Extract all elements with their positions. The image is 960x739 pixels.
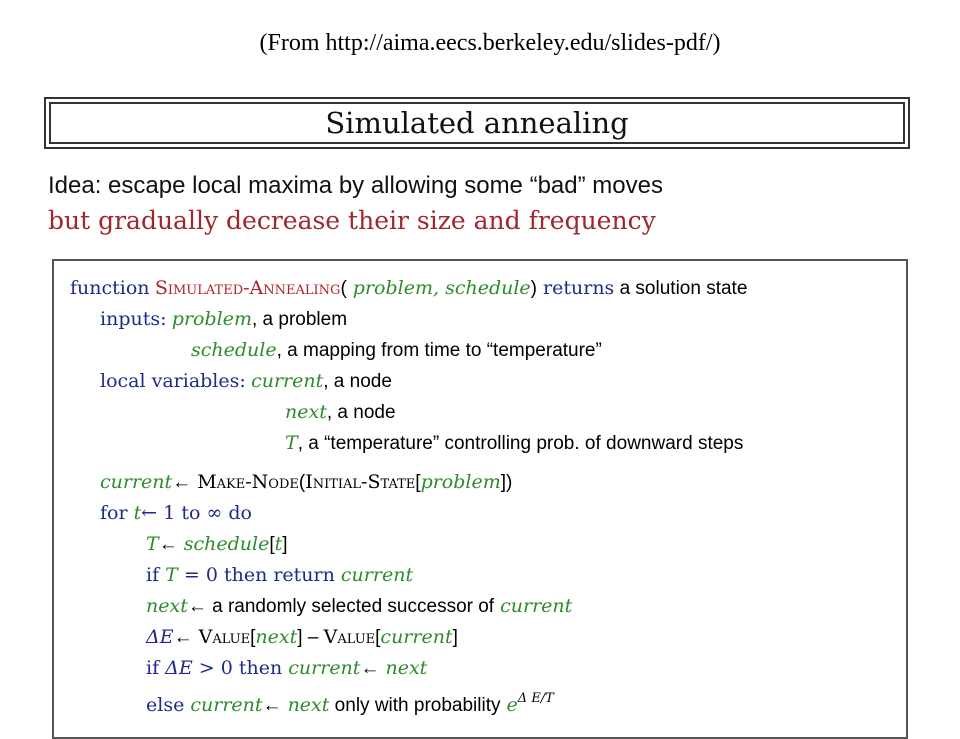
arguments: problem, schedule: [346, 277, 531, 299]
idea-line-1: Idea: escape local maxima by allowing some “bad” moves: [48, 172, 663, 199]
keyword: = 0 then return: [177, 564, 335, 586]
variable: next: [255, 626, 298, 648]
text: , a node: [323, 371, 392, 392]
algo-line-else: [146, 686, 554, 719]
arrow: ←: [172, 472, 192, 493]
bracket: [: [415, 472, 421, 493]
keyword: > 0 then: [192, 657, 283, 679]
keyword: if: [146, 564, 160, 586]
paren: ): [530, 278, 537, 299]
variable: schedule: [191, 339, 277, 361]
function-call: Initial-State: [305, 471, 416, 493]
variable: current: [380, 626, 453, 648]
bracket: [: [269, 534, 275, 555]
algo-line-inputs: [100, 306, 347, 333]
algo-line-if-return: [146, 562, 413, 589]
text: a solution state: [614, 278, 748, 299]
keyword: for: [100, 502, 128, 524]
bracket: [: [375, 627, 381, 648]
exponential-base: e: [500, 694, 518, 716]
text: , a node: [326, 402, 396, 423]
variable: current: [334, 564, 414, 586]
text: , a mapping from time to “temperature”: [276, 340, 602, 361]
text: a randomly selected successor of: [206, 596, 495, 617]
variable: t: [274, 533, 283, 555]
keyword: function: [70, 277, 150, 299]
algo-line-function: [70, 275, 747, 302]
variable: current: [282, 657, 361, 679]
algo-line-schedule: [191, 337, 602, 364]
arrow: ←: [173, 627, 193, 648]
variable: problem: [171, 308, 252, 330]
variable: T: [159, 564, 178, 586]
variable: ΔE: [159, 657, 193, 679]
keyword: inputs:: [100, 308, 167, 330]
variable: next: [146, 595, 188, 617]
keyword: local variables:: [100, 370, 246, 392]
arrow: ←: [158, 534, 178, 555]
variable: current: [494, 595, 573, 617]
variable: T: [146, 533, 159, 555]
algorithm-box: [52, 259, 908, 739]
function-call: Value: [192, 626, 251, 648]
algo-line-local-variables: [100, 368, 392, 395]
algo-line-assign-t: [146, 531, 288, 558]
text: , a problem: [251, 309, 348, 330]
variable: ΔE: [146, 626, 174, 648]
algo-line-delta-e: [146, 624, 458, 651]
variable: next: [281, 694, 330, 716]
variable: next: [379, 657, 428, 679]
algo-line-successor: [146, 593, 572, 620]
idea-line-2: but gradually decrease their size and frequency: [48, 206, 656, 235]
slide-title: Simulated annealing: [49, 102, 905, 144]
bracket: ]: [452, 627, 458, 648]
variable: current: [184, 694, 263, 716]
keyword: returns: [537, 277, 615, 299]
arrow: ←: [360, 658, 380, 679]
variable: t: [127, 502, 142, 524]
variable: schedule: [177, 533, 270, 555]
text: , a “temperature” controlling prob. of downward steps: [297, 433, 744, 454]
variable: problem: [420, 471, 501, 493]
algo-line-temperature: [285, 430, 743, 457]
function-call: Make-Node: [191, 471, 299, 493]
paren: (: [340, 278, 347, 299]
variable: next: [285, 401, 327, 423]
bracket: ]: [282, 534, 288, 555]
function-name: Simulated-Annealing: [154, 277, 341, 299]
variable: current: [251, 370, 324, 392]
algo-line-if-delta: [146, 655, 427, 682]
algo-line-next: [285, 399, 396, 426]
source-caption: (From http://aima.eecs.berkeley.edu/slides-pdf/): [259, 30, 721, 56]
algo-line-make-node: [100, 469, 512, 496]
variable: current: [100, 471, 173, 493]
bracket: ] –: [297, 627, 324, 648]
keyword: else: [146, 694, 185, 716]
arrow: ←: [262, 695, 282, 716]
variable: T: [285, 432, 298, 454]
keyword: ← 1 to ∞ do: [141, 502, 252, 524]
arrow: ←: [187, 596, 207, 617]
exponent: Δ E/T: [517, 691, 554, 706]
title-frame: [44, 97, 910, 149]
algo-line-for: [100, 500, 252, 527]
keyword: if: [146, 657, 160, 679]
bracket: ]): [500, 472, 513, 493]
function-call: Value: [323, 626, 376, 648]
text: only with probability: [329, 695, 501, 716]
bracket: [: [250, 627, 256, 648]
paren: (: [298, 472, 306, 493]
